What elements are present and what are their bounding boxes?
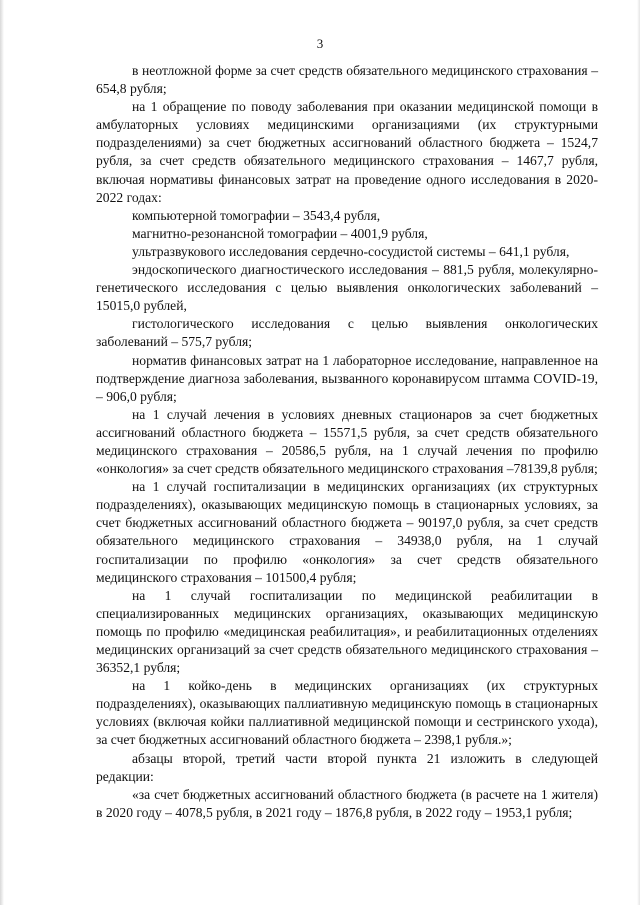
paragraph: на 1 случай лечения в условиях дневных стационаров за счет бюджетных ассигнований областного бюджета – 15571,5 рубля, за счет средств обязательного медицинского страхования – 20586,5 рубля, на 1 случай лечения по профилю «онкология» за счет средств обязательного медицинского страхования –78139,8 рубля; bbox=[96, 406, 598, 477]
paragraph: гистологического исследования с целью выявления онкологических заболеваний – 575,7 рубля; bbox=[96, 316, 598, 350]
paragraph: эндоскопического диагностического исследования – 881,5 рубля, молекулярно-генетического исследования с целью выявления онкологических заболеваний – 15015,0 рублей, bbox=[96, 262, 598, 314]
paragraph: в неотложной форме за счет средств обязательного медицинского страхования – 654,8 рубля; bbox=[96, 63, 598, 97]
paragraph: норматив финансовых затрат на 1 лабораторное исследование, направленное на подтверждение диагноза заболевания, вызванного коронавирусом штамма COVID-19, – 906,0 рубля; bbox=[96, 352, 598, 404]
paragraph: абзацы второй, третий части второй пункта 21 изложить в следующей редакции: bbox=[96, 750, 598, 784]
page-number: 3 bbox=[316, 36, 324, 51]
paragraph: на 1 койко-день в медицинских организациях (их структурных подразделениях), оказывающих паллиативную медицинскую помощь в стационарных условиях (включая койки паллиативной медицинской помощи и сестринского ухода), за счет бюджетных ассигнований областного бюджета – 2398,1 рубля.»; bbox=[96, 678, 598, 748]
paragraph: на 1 обращение по поводу заболевания при оказании медицинской помощи в амбулаторных условиях медицинскими организациями (их структурными подразделениями) за счет бюджетных ассигнований областного бюджета – 1524,7 рубля, за счет средств обязательного медицинского страхования – 1467,7 рубля, включая нормативы финансовых затрат на проведение одного исследования в 2020-2022 годах: bbox=[96, 99, 598, 205]
paragraph: ультразвукового исследования сердечно-сосудистой системы – 641,1 рубля, bbox=[132, 243, 570, 259]
paragraph: магнитно-резонансной томографии – 4001,9 рубля, bbox=[132, 225, 428, 241]
paragraph: «за счет бюджетных ассигнований областного бюджета (в расчете на 1 жителя) в 2020 году – 4078,5 рубля, в 2021 году – 1876,8 рубля, в 2022 году – 1953,1 рубля; bbox=[96, 786, 598, 820]
scan-edge-left bbox=[0, 0, 4, 905]
paragraph: компьютерной томографии – 3543,4 рубля, bbox=[132, 207, 381, 223]
paragraph: на 1 случай госпитализации в медицинских организациях (их структурных подразделениях), оказывающих медицинскую помощь в стационарных условиях, за счет бюджетных ассигнований областного бюджета – 90197,0 рубля, за счет средств обязательного медицинского страхования – 34938,0 рубля, на 1 случай госпитализации по профилю «онкология» за счет средств обязательного медицинского страхования – 101500,4 рубля; bbox=[96, 479, 598, 585]
document-body bbox=[96, 62, 598, 822]
paragraph: на 1 случай госпитализации по медицинской реабилитации в специализированных медицинских организациях, оказывающих медицинскую помощь по профилю «медицинская реабилитация», и реабилитационных отделениях медицинских организаций за счет средств обязательного медицинского страхования – 36352,1 рубля; bbox=[96, 587, 598, 676]
